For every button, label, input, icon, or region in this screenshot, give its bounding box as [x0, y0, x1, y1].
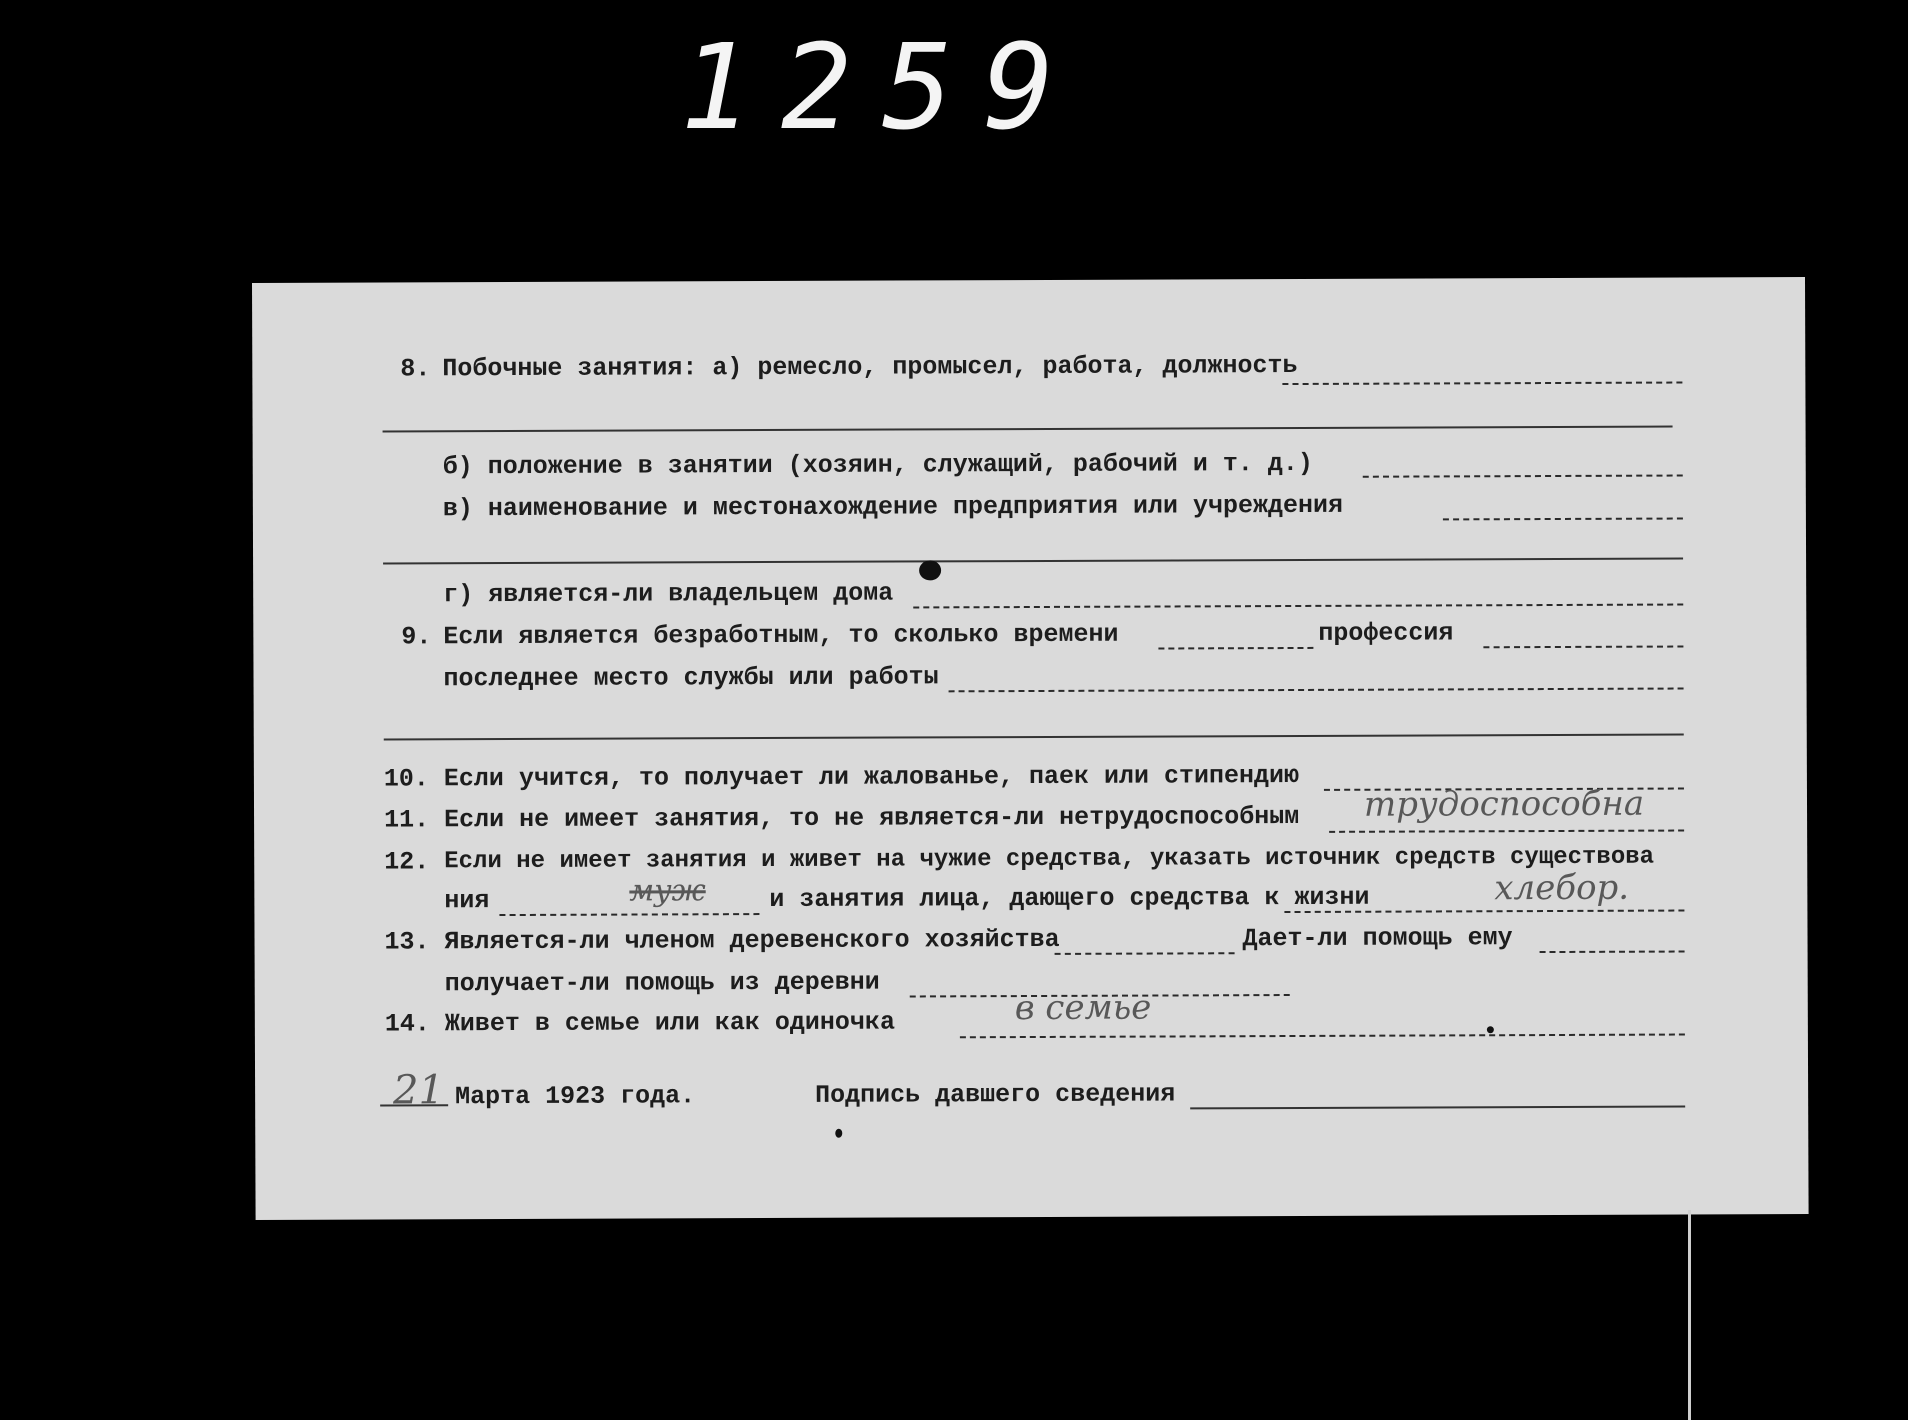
- q13-member-line: [1055, 952, 1235, 955]
- frame-number: 1259: [680, 18, 1085, 156]
- q8-number: 8.: [400, 354, 431, 384]
- q11-text: Если не имеет занятия, то не является-ли нетрудоспособным: [444, 801, 1300, 835]
- q10-text: Если учится, то получает ли жалованье, паек или стипендию: [443, 760, 1300, 794]
- q14-text: Живет в семье или как одиночка: [444, 1007, 895, 1039]
- q9-profession-line: [1483, 646, 1683, 649]
- q13-text-a: Является-ли членом деревенского хозяйства: [444, 924, 1060, 957]
- ink-dot: [1487, 1026, 1494, 1033]
- q12-number: 12.: [384, 847, 430, 877]
- q13-help-line: [1540, 951, 1685, 954]
- q9-last-job-line: [949, 688, 1684, 693]
- q9-time-line: [1158, 647, 1313, 650]
- footer-handwritten-day: 21: [393, 1067, 445, 1114]
- q12-source-line: [499, 913, 759, 916]
- q13-text-line2: получает-ли помощь из деревни: [444, 967, 880, 999]
- q14-handwritten-answer: в семье: [1014, 987, 1152, 1029]
- q9-text-line2: последнее место службы или работы: [443, 662, 939, 694]
- ink-blot: [919, 560, 941, 580]
- q10-number: 10.: [383, 764, 429, 794]
- q8b-answer-line: [1363, 475, 1683, 478]
- q8v-continuation-line: [383, 558, 1683, 565]
- q8a-text: Побочные занятия: а) ремесло, промысел, работа, должность: [442, 350, 1298, 384]
- q8b-text: б) положение в занятии (хозяин, служащий, рабочий и т. д.): [442, 448, 1313, 482]
- q8g-answer-line: [913, 604, 1683, 609]
- footer-date-text: Марта 1923 года.: [455, 1081, 696, 1112]
- q14-answer-line: [960, 1034, 1685, 1039]
- q8a-continuation-line: [383, 426, 1673, 433]
- ink-dot-footer: [835, 1129, 842, 1138]
- q12-text-line2a: ния: [444, 886, 490, 916]
- q9-number: 9.: [401, 622, 432, 652]
- footer-signature-label: Подпись давшего сведения: [815, 1079, 1176, 1110]
- footer-day-line: [380, 1104, 448, 1106]
- q11-answer-line: [1329, 830, 1684, 833]
- q9-continuation-line: [384, 734, 1684, 741]
- q11-handwritten-answer: трудоспособна: [1363, 783, 1645, 825]
- q11-number: 11.: [384, 805, 430, 835]
- q13-text-b: Дает-ли помощь ему: [1242, 923, 1513, 954]
- census-form-card: [252, 277, 1809, 1220]
- q8a-answer-line: [1282, 382, 1682, 386]
- q12-text-line1: Если не имеет занятия и живет на чужие средства, указать источник средств существова: [444, 843, 1655, 876]
- q12-text-line2b: и занятия лица, дающего средства к жизни: [769, 882, 1370, 915]
- q12-handwritten-occupation: хлебор.: [1494, 867, 1630, 909]
- q8v-text: в) наименование и местонахождение предприятия или учреждения: [442, 490, 1344, 524]
- q8g-text: г) является-ли владельцем дома: [443, 578, 894, 610]
- q9-text-a: Если является безработным, то сколько времени: [443, 619, 1119, 652]
- q13-number: 13.: [384, 927, 430, 957]
- footer-signature-line: [1190, 1106, 1685, 1110]
- q12-occupation-line: [1284, 910, 1684, 914]
- q9-text-b: профессия: [1318, 618, 1454, 648]
- film-edge-line: [1688, 1210, 1691, 1420]
- q12-handwritten-source: муж: [629, 873, 706, 909]
- q8v-answer-line: [1443, 518, 1683, 521]
- q14-number: 14.: [384, 1009, 430, 1039]
